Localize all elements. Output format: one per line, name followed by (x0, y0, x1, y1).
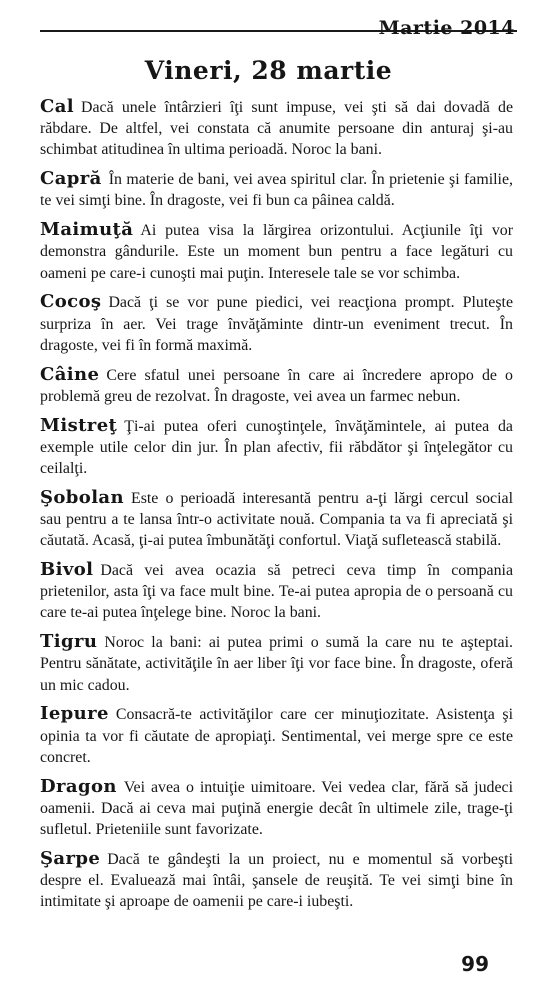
sign-entry-maimuta (40, 219, 513, 284)
sign-text: Ai putea visa la lărgirea orizontului. Acţiunile îţi vor demonstra gândurile. Este un moment bun pentru a face legături cu oameni pe care-i cunoşti mai puţin. Interesele tale se vor schimba. (40, 222, 513, 282)
sign-name: Tigru (40, 631, 98, 653)
sign-entry-bivol (40, 559, 513, 624)
sign-entry-tigru (40, 631, 513, 696)
sign-text: Dacă unele întârzieri îţi sunt impuse, vei şti să dai dovadă de răbdare. De altfel, vei constata că anumite persoane din anturaj şi-au schimbat atitudinea în ultima perioadă. Noroc la bani. (40, 99, 513, 159)
sign-entry-sarpe (40, 848, 513, 913)
sign-entry-caine (40, 364, 513, 407)
sign-name: Dragon (40, 775, 117, 797)
sign-entry-sobolan (40, 487, 513, 552)
sign-text: Dacă vei avea ocazia să petreci ceva timp în compania prietenilor, asta îţi va face mult bine. Te-ai putea apropia de o persoană cu care te-ai putea înţelege bine. Noroc la bani. (40, 562, 513, 622)
sign-text: Dacă te gândeşti la un proiect, nu e momentul să vorbeşti despre el. Evaluează mai întâi, şansele de reuşită. Te vei simţi bine în intimitate şi aproape de oamenii pe care-i iubeşti. (40, 850, 513, 911)
sign-text: Cere sfatul unei persoane în care ai încredere apropo de o problemă greu de rezolvat. În dragoste, vei avea un farmec nebun. (40, 366, 513, 405)
sign-name: Şobolan (40, 486, 124, 508)
sign-name: Bivol (40, 559, 94, 581)
running-header: Martie 2014 (378, 17, 515, 39)
sign-entry-cal (40, 96, 513, 161)
sign-name: Maimuţă (40, 219, 134, 241)
sign-list (40, 96, 513, 920)
sign-name: Mistreţ (40, 414, 118, 436)
sign-text: Noroc la bani: ai putea primi o sumă la care nu te aşteptai. Pentru sănătate, activităţile în aer liber îţi vor face bine. În dragoste, oferă un mic cadou. (40, 634, 513, 694)
sign-text: În materie de bani, vei avea spiritul clar. În prietenie şi familie, te vei simţi bine. În dragoste, vei fi bun ca pâinea caldă. (40, 171, 513, 210)
sign-text: Vei avea o intuiţie uimitoare. Vei vedea clar, fără să judeci oamenii. Dacă ai ceva mai puţină energie decât în ultimele zile, trage-ţi sufletul. Prieteniile sunt favorizate. (40, 778, 513, 839)
sign-name: Câine (40, 363, 100, 385)
sign-entry-mistret (40, 415, 513, 480)
sign-text: Este o perioadă interesantă pentru a-ţi lărgi cercul social sau pentru a te lansa într-o activitate nouă. Compania ta va fi apreciată şi căutată. Acasă, ţi-ai putea îmbunătăţi confortul. Viaţă sufletească stabilă. (40, 489, 513, 550)
sign-name: Iepure (40, 703, 109, 725)
sign-entry-capra (40, 168, 513, 211)
sign-text: Consacră-te activităţilor care cer minuţiozitate. Asistenţa şi opinia ta vor fi căutate de apropiaţi. Sentimental, vei merge spre ce este concret. (40, 706, 513, 766)
sign-text: Dacă ţi se vor pune piedici, vei reacţiona prompt. Pluteşte surpriza în aer. Vei trage învăţăminte dintr-un eveniment trecut. În dragoste, vei fi în formă maximă. (40, 294, 513, 354)
sign-name: Capră (40, 168, 102, 190)
sign-text: Ţi-ai putea oferi cunoştinţele, învăţămintele, ai putea da exemple utile celor din jur. În plan afectiv, fii răbdător şi înţelegător cu ceilalţi. (40, 417, 513, 478)
sign-name: Cal (40, 96, 75, 117)
sign-name: Şarpe (40, 847, 101, 869)
sign-name: Cocoş (40, 291, 102, 313)
page-number: 99 (461, 952, 489, 976)
sign-entry-iepure (40, 703, 513, 768)
sign-entry-cocos (40, 291, 513, 356)
sign-entry-dragon (40, 776, 513, 841)
day-title: Vineri, 28 martie (144, 56, 393, 85)
